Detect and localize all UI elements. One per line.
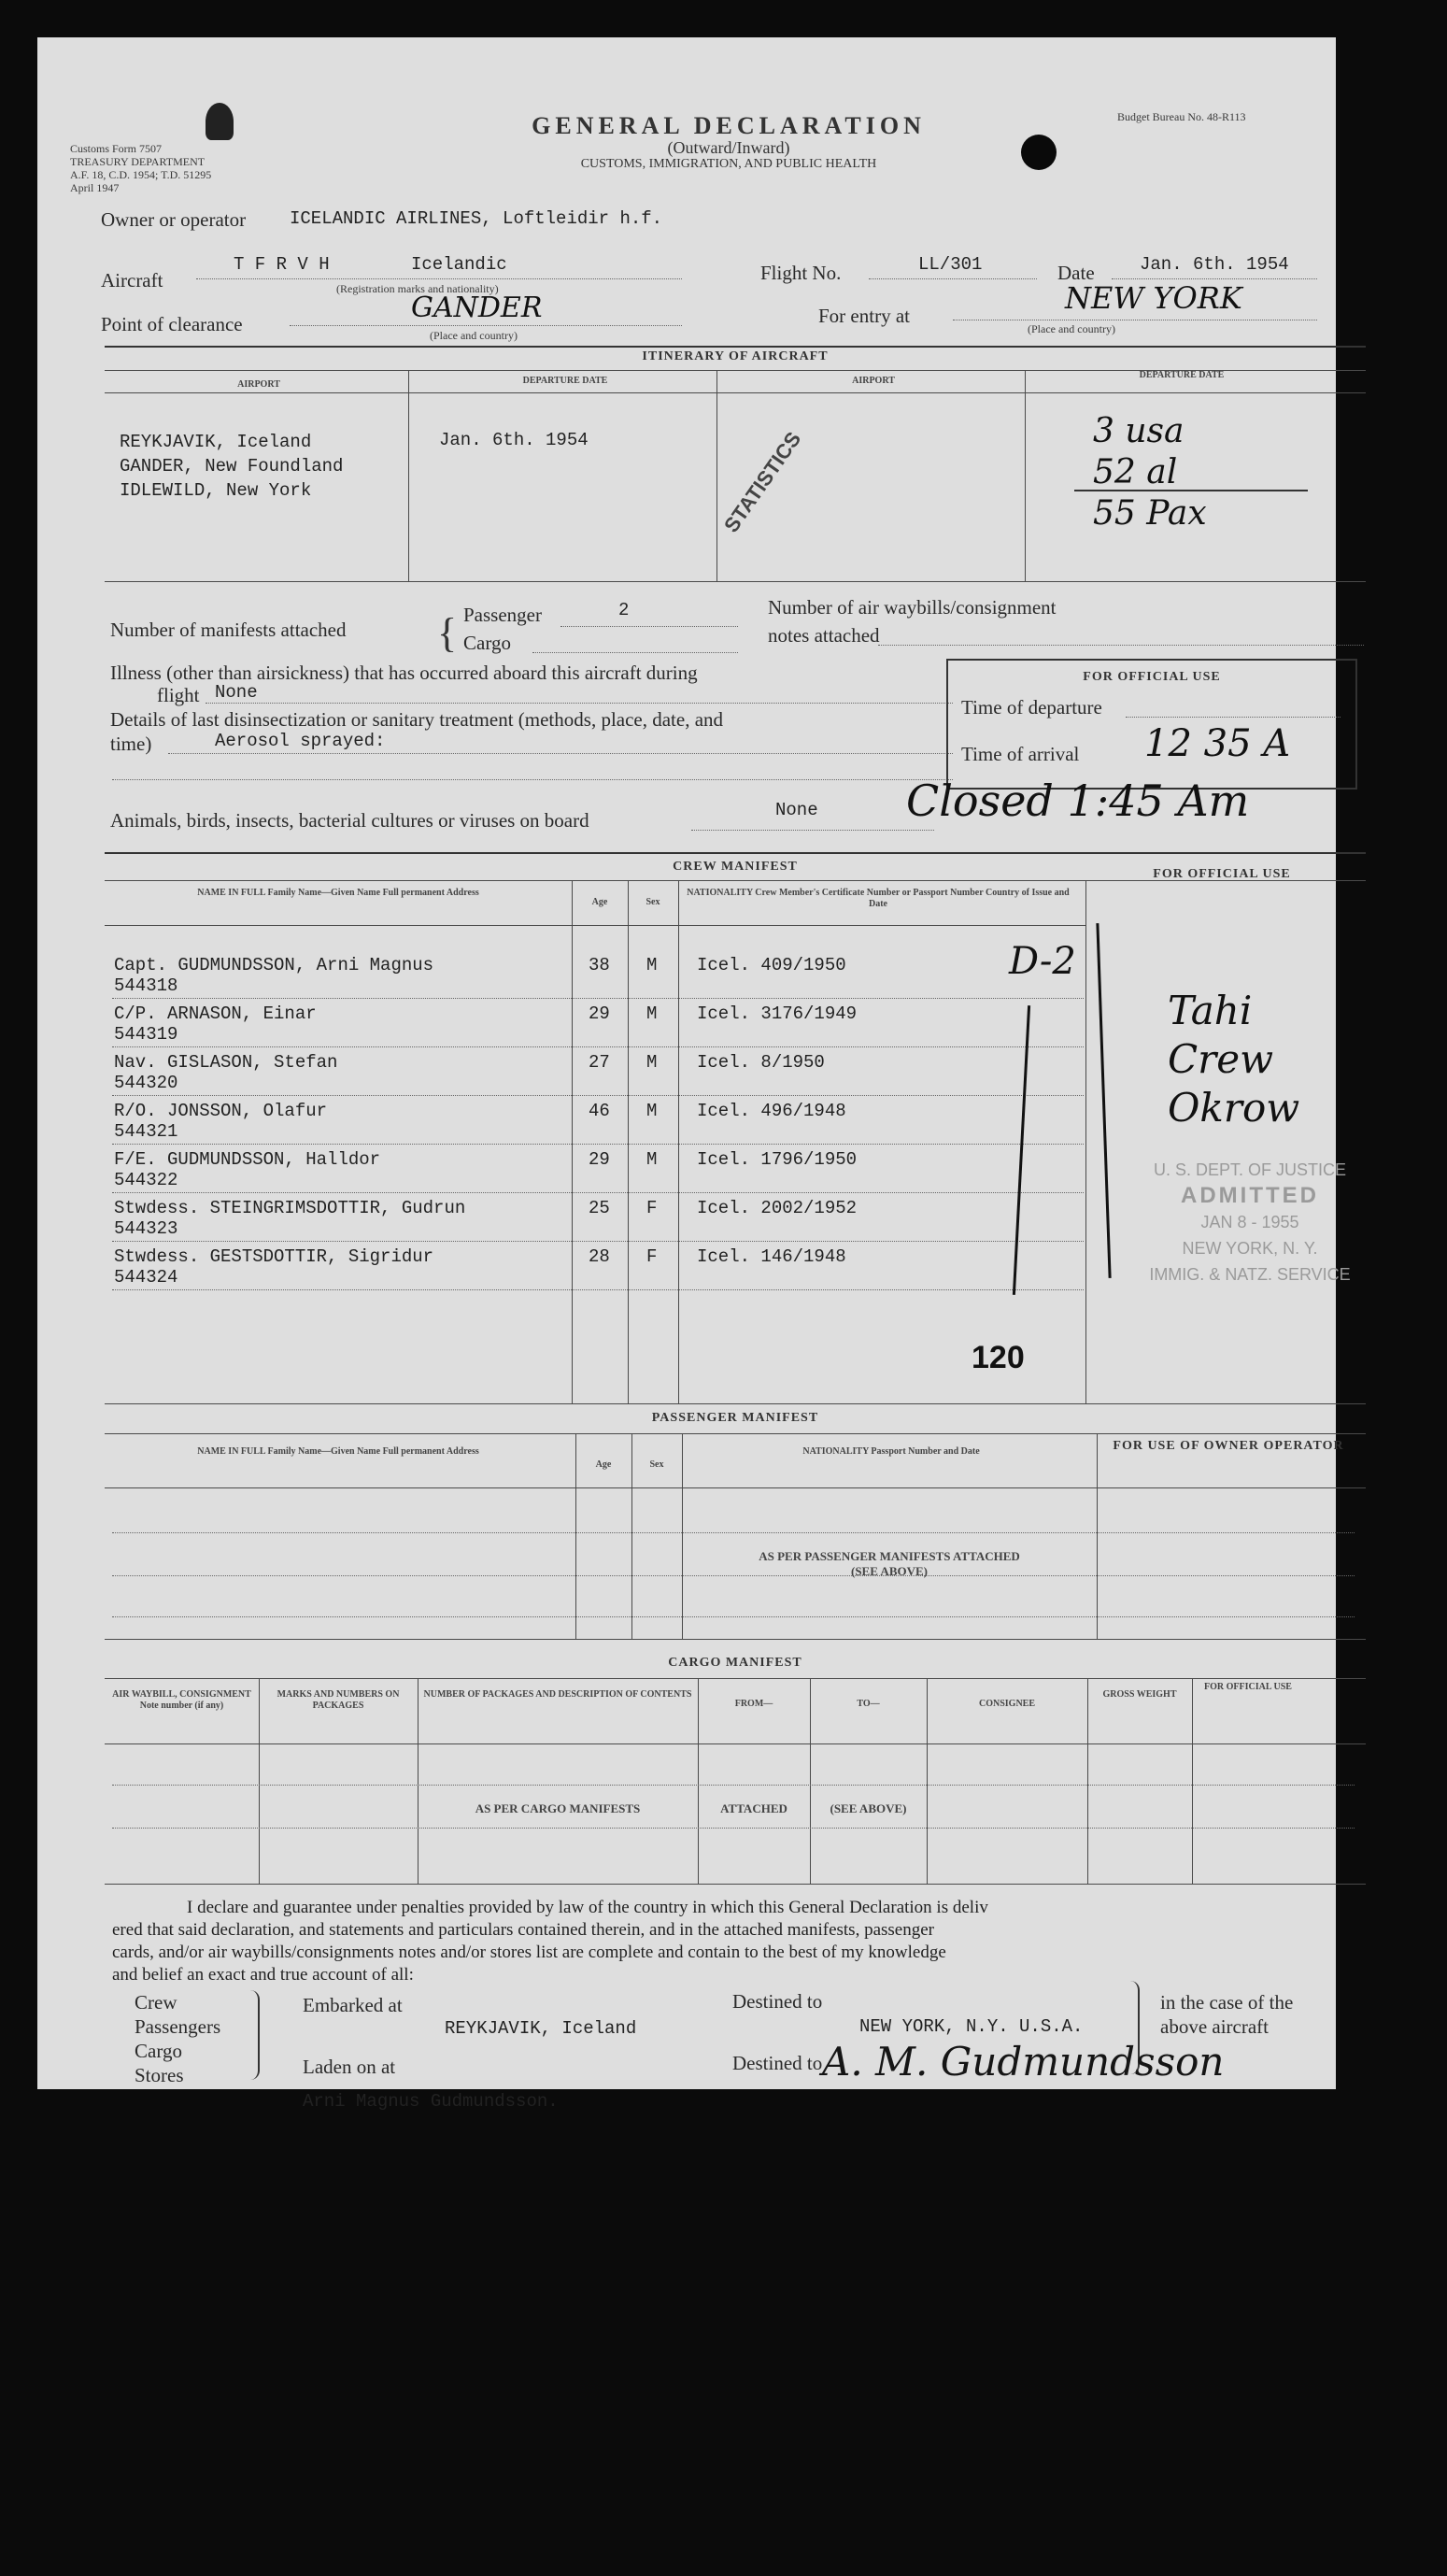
crew-row-rule <box>112 1289 1084 1290</box>
crew-id: 544319 <box>114 1024 178 1045</box>
form-agencies: CUSTOMS, IMMIGRATION, AND PUBLIC HEALTH <box>580 157 877 171</box>
itinerary-airport: REYKJAVIK, Iceland <box>120 432 312 452</box>
pax-col-name: NAME IN FULL Family Name—Given Name Full permanent Address <box>197 1446 479 1457</box>
form-title: GENERAL DECLARATION <box>532 112 926 139</box>
itin-col-departure-2: DEPARTURE DATE <box>1139 370 1225 380</box>
cargo-heading: CARGO MANIFEST <box>668 1656 802 1670</box>
crew-nationality: Icel. 8/1950 <box>697 1052 825 1073</box>
crew-age: 28 <box>589 1246 610 1267</box>
stamp-line: JAN 8 - 1955 <box>1200 1213 1299 1231</box>
case-text <box>1160 1990 1293 2039</box>
crew-sex: F <box>646 1246 658 1267</box>
crew-sex: M <box>646 1052 658 1073</box>
crew-age: 29 <box>589 1003 610 1024</box>
clearance-label: Point of clearance <box>101 313 243 335</box>
crew-row-rule <box>112 1144 1084 1145</box>
itinerary-departure-date: Jan. 6th. 1954 <box>439 430 589 450</box>
cargo-col: AIR WAYBILL, CONSIGNMENT Note number (if any) <box>112 1689 251 1711</box>
crew-age: 38 <box>589 955 610 975</box>
crew-id: 544323 <box>114 1218 178 1239</box>
clearance-value: GANDER <box>411 292 543 324</box>
itinerary-heading: ITINERARY OF AIRCRAFT <box>642 349 829 363</box>
laden-label: Laden on at <box>303 2056 396 2078</box>
pax-note: AS PER PASSENGER MANIFESTS ATTACHED <box>759 1549 1020 1563</box>
departure-time-label: Time of departure <box>961 696 1102 719</box>
crew-row-rule <box>112 1241 1084 1242</box>
crew-col-official: FOR OFFICIAL USE <box>1153 867 1291 881</box>
crew-sex: M <box>646 955 658 975</box>
pax-col-sex: Sex <box>649 1459 664 1470</box>
cat-label: Passengers <box>135 2015 221 2038</box>
official-use-box <box>946 659 1357 790</box>
crew-name: Capt. GUDMUNDSSON, Arni Magnus <box>114 955 434 975</box>
cargo-note-to: (SEE ABOVE) <box>830 1801 907 1815</box>
stamp-line: IMMIG. & NATZ. SERVICE <box>1149 1265 1351 1284</box>
crew-nationality: Icel. 146/1948 <box>697 1246 846 1267</box>
passenger-heading: PASSENGER MANIFEST <box>651 1411 819 1425</box>
manifests-label: Number of manifests attached <box>110 619 347 641</box>
crew-count-note: 120 <box>972 1340 1025 1375</box>
itinerary-airport: GANDER, New Foundland <box>120 456 344 477</box>
hand-count: 55 Pax <box>1093 494 1207 533</box>
cat-label: Crew <box>135 1991 177 2014</box>
hand-count: 3 usa <box>1093 412 1185 450</box>
official-scribble <box>1168 987 1299 1132</box>
arrival-time-label: Time of arrival <box>961 743 1080 765</box>
disinsect-value: Aerosol sprayed: <box>215 731 386 751</box>
disinsect-label: Details of last disinsectization or sanitary treatment (methods, place, date, and <box>110 708 724 731</box>
crew-name: C/P. ARNASON, Einar <box>114 1003 317 1024</box>
crew-sex: M <box>646 1101 658 1121</box>
stamp-line: ADMITTED <box>1181 1183 1319 1208</box>
flight-no-label: Flight No. <box>760 262 842 284</box>
form-info-line: TREASURY DEPARTMENT <box>70 155 206 168</box>
cat-label: Stores <box>135 2064 184 2086</box>
form-subtitle: (Outward/Inward) <box>667 138 790 157</box>
crew-nationality: Icel. 3176/1949 <box>697 1003 858 1024</box>
cat-label: Cargo <box>135 2040 182 2062</box>
illness-value: None <box>215 682 258 703</box>
crew-name: R/O. JONSSON, Olafur <box>114 1101 328 1121</box>
stamp-line: NEW YORK, N. Y. <box>1182 1239 1318 1258</box>
pax-note-2: (SEE ABOVE) <box>851 1564 928 1578</box>
crew-sex: F <box>646 1198 658 1218</box>
crew-id: 544324 <box>114 1267 178 1288</box>
owner-value: ICELANDIC AIRLINES, Loftleidir h.f. <box>290 208 663 229</box>
itinerary-airports <box>120 430 343 503</box>
cargo-note-from: ATTACHED <box>720 1801 787 1815</box>
crew-row-rule <box>112 998 1084 999</box>
cargo-col: TO— <box>857 1699 880 1709</box>
crew-name: Nav. GISLASON, Stefan <box>114 1052 338 1073</box>
aircraft-label: Aircraft <box>101 269 163 292</box>
pax-col-age: Age <box>595 1459 612 1470</box>
scribble-line: Crew <box>1168 1036 1274 1082</box>
aircraft-marks: T F R V H <box>234 254 330 275</box>
cat-brace <box>247 1990 260 2080</box>
declaration-text <box>112 1897 988 1986</box>
seal-mark <box>206 103 234 140</box>
declaration-form <box>37 37 1351 2112</box>
scribble-line: Tahi <box>1168 988 1253 1033</box>
itin-col-airport-2: AIRPORT <box>852 376 895 386</box>
aircraft-nationality: Icelandic <box>411 254 507 275</box>
cargo-col: MARKS AND NUMBERS ON PACKAGES <box>277 1689 400 1711</box>
crew-nationality: Icel. 1796/1950 <box>697 1149 858 1170</box>
crew-col-age: Age <box>591 897 608 907</box>
declaration-line: ered that said declaration, and statements and particulars contained therein, and in the attached manifests, passenger <box>112 1920 934 1940</box>
marks-caption: (Registration marks and nationality) <box>336 282 499 295</box>
stamp-line: U. S. DEPT. OF JUSTICE <box>1153 1160 1347 1179</box>
declaration-categories <box>135 1990 220 2087</box>
destined-value: NEW YORK, N.Y. U.S.A. <box>859 2016 1084 2037</box>
hand-bracket-line <box>1013 1005 1030 1295</box>
brace: { <box>437 610 458 656</box>
hand-count: 52 al <box>1093 453 1178 491</box>
crew-id: 544318 <box>114 975 178 996</box>
form-info-line: April 1947 <box>70 181 120 194</box>
official-box-heading: FOR OFFICIAL USE <box>1083 670 1221 684</box>
crew-nationality: Icel. 409/1950 <box>697 955 846 975</box>
crew-row-rule <box>112 1095 1084 1096</box>
statistics-stamp: STATISTICS <box>719 427 806 537</box>
crew-row-rule <box>112 1192 1084 1193</box>
crew-nationality: Icel. 2002/1952 <box>697 1198 858 1218</box>
illness-label: Illness (other than airsickness) that has occurred aboard this aircraft during <box>110 662 698 684</box>
embarked-label: Embarked at <box>303 1994 403 2016</box>
illness-label-2: flight <box>157 684 200 706</box>
form-info <box>70 142 211 194</box>
passenger-value: 2 <box>618 600 630 620</box>
crew-age: 29 <box>589 1149 610 1170</box>
clearance-caption: (Place and country) <box>430 329 518 342</box>
cargo-col: FOR OFFICIAL USE <box>1204 1682 1292 1692</box>
crew-col-sex: Sex <box>645 897 660 907</box>
crew-age: 25 <box>589 1198 610 1218</box>
budget-bureau: Budget Bureau No. 48-R113 <box>1117 110 1246 123</box>
pax-col-owner: FOR USE OF OWNER OPERATOR <box>1113 1439 1344 1453</box>
handwritten-counts <box>1093 411 1207 534</box>
hand-bracket-line <box>1096 923 1111 1278</box>
cargo-note-desc: AS PER CARGO MANIFESTS <box>475 1801 641 1815</box>
embarked-value: REYKJAVIK, Iceland <box>445 2018 637 2039</box>
entry-caption: (Place and country) <box>1028 322 1115 335</box>
crew-name: Stwdess. GESTSDOTTIR, Sigridur <box>114 1246 434 1267</box>
animals-label: Animals, birds, insects, bacterial cultures or viruses on board <box>110 809 589 832</box>
crew-heading: CREW MANIFEST <box>673 860 798 874</box>
crew-sex: M <box>646 1149 658 1170</box>
declaration-line: cards, and/or air waybills/consignments notes and/or stores list are complete and contain to the best of my knowledge <box>112 1943 946 1962</box>
crew-name: F/E. GUDMUNDSSON, Halldor <box>114 1149 381 1170</box>
admitted-stamp <box>1133 1157 1367 1325</box>
declaration-line: and belief an exact and true account of all: <box>112 1965 414 1985</box>
entry-label: For entry at <box>818 305 910 327</box>
closed-note: Closed 1:45 Am <box>906 776 1250 826</box>
disinsect-label-2: time) <box>110 733 152 755</box>
destined-label-2: Destined to <box>732 2052 823 2074</box>
form-info-line: A.F. 18, C.D. 1954; T.D. 51295 <box>70 168 212 181</box>
crew-id: 544321 <box>114 1121 178 1142</box>
crew-age: 27 <box>589 1052 610 1073</box>
cargo-col: NUMBER OF PACKAGES AND DESCRIPTION OF CONTENTS <box>423 1689 692 1700</box>
arrival-time-value: 12 35 A <box>1144 722 1291 765</box>
crew-id: 544320 <box>114 1073 178 1093</box>
crew-nationality: Icel. 496/1948 <box>697 1101 846 1121</box>
notes-label: notes attached <box>768 624 880 647</box>
punch-hole <box>1021 135 1057 170</box>
crew-name: Stwdess. STEINGRIMSDOTTIR, Gudrun <box>114 1198 466 1218</box>
date-value: Jan. 6th. 1954 <box>1140 254 1289 275</box>
cargo-label: Cargo <box>463 632 511 654</box>
owner-label: Owner or operator <box>101 208 247 231</box>
pax-col-nationality: NATIONALITY Passport Number and Date <box>802 1446 980 1457</box>
crew-row-rule <box>112 1046 1084 1047</box>
cargo-col: GROSS WEIGHT <box>1102 1689 1177 1700</box>
crew-sex: M <box>646 1003 658 1024</box>
signature: A. M. Gudmundsson <box>822 2039 1225 2085</box>
cargo-col: CONSIGNEE <box>978 1699 1035 1709</box>
waybills-label: Number of air waybills/consignment <box>768 596 1057 619</box>
itin-col-airport: AIRPORT <box>237 379 280 390</box>
crew-id: 544322 <box>114 1170 178 1190</box>
animals-value: None <box>775 800 818 820</box>
form-info-line: Customs Form 7507 <box>70 142 163 155</box>
scribble-line: Okrow <box>1168 1085 1300 1131</box>
declaration-line: I declare and guarantee under penalties provided by law of the country in which this General Declaration is deliv <box>187 1898 988 1917</box>
signer-name: Arni Magnus Gudmundsson. <box>303 2091 559 2112</box>
case-line: in the case of the <box>1160 1991 1294 2014</box>
crew-col-nationality: NATIONALITY Crew Member's Certificate Number or Passport Number Country of Issue and Date <box>687 888 1070 909</box>
case-line: above aircraft <box>1160 2015 1270 2038</box>
crew-col-name: NAME IN FULL Family Name—Given Name Full permanent Address <box>197 888 479 898</box>
destined-label: Destined to <box>732 1990 823 2013</box>
entry-value: NEW YORK <box>1065 280 1242 316</box>
date-label: Date <box>1057 262 1095 284</box>
itin-col-departure: DEPARTURE DATE <box>522 376 608 386</box>
itinerary-airport: IDLEWILD, New York <box>120 480 312 501</box>
passenger-label: Passenger <box>463 604 542 626</box>
cargo-col: FROM— <box>734 1699 773 1709</box>
flight-no-value: LL/301 <box>918 254 983 275</box>
crew-age: 46 <box>589 1101 610 1121</box>
crew-hand-note: D-2 <box>1009 940 1076 983</box>
